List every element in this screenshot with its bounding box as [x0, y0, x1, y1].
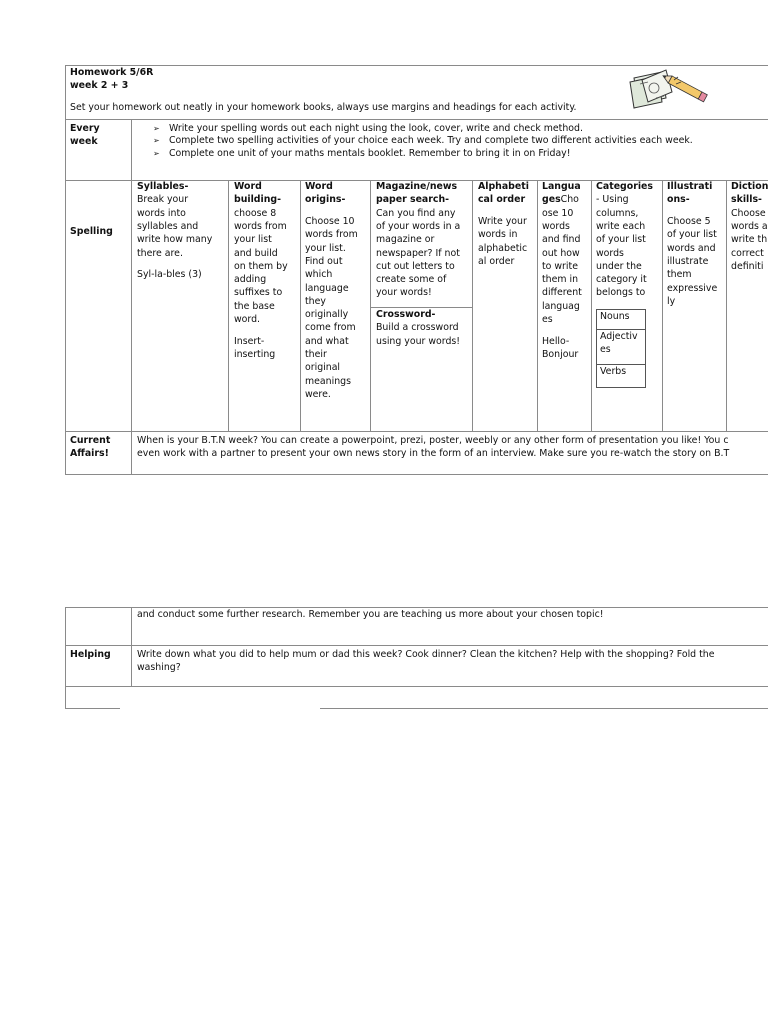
activity-title: Word: [234, 181, 262, 192]
activity-text: columns,: [596, 207, 639, 219]
every-week-label: Every: [70, 123, 100, 134]
activity-text: expressive: [667, 282, 718, 294]
activity-text: words a: [731, 220, 768, 232]
activity-text: words from: [234, 220, 287, 232]
activity-text: syllables and: [137, 220, 199, 232]
activity-text: newspaper? If not: [376, 247, 460, 259]
every-week-label: week: [70, 136, 98, 147]
activity-text: create some of: [376, 274, 447, 286]
row-divider: [65, 686, 768, 687]
activity-text: write each: [596, 220, 646, 232]
list-item-text: Complete two spelling activities of your choice each week. Try and complete two different activities each week.: [169, 135, 693, 147]
activity-text: and find: [542, 234, 581, 246]
activity-text: ly: [667, 295, 676, 307]
category-label: Adjectiv: [600, 331, 638, 342]
row-divider: [65, 645, 768, 646]
current-affairs-label: Current: [70, 435, 111, 446]
activity-text: were.: [305, 388, 331, 400]
activity-title: Categories: [596, 181, 653, 192]
activity-example: Syl-la-bles (3): [137, 269, 202, 280]
paragraph-line: Write down what you did to help mum or dad this week? Cook dinner? Clean the kitchen? Help with the shopping? Fold the: [137, 649, 715, 660]
activity-text: suffixes to: [234, 287, 283, 299]
activity-text: Write your: [478, 216, 527, 227]
activity-text: adding: [234, 274, 267, 286]
activity-title: origins-: [305, 194, 346, 206]
activity-text: originally: [305, 309, 349, 321]
activity-text: words in: [478, 229, 518, 241]
activity-text: definiti: [731, 260, 764, 272]
activity-text: alphabetic: [478, 242, 528, 254]
activity-text: Choose 5: [667, 216, 711, 227]
activity-text: magazine or: [376, 234, 435, 246]
every-week-list: [153, 123, 693, 160]
money-and-pencil-icon: [626, 68, 718, 110]
category-box-nouns: [596, 309, 646, 330]
activity-example: inserting: [234, 349, 276, 361]
activity-text: there are.: [137, 247, 183, 259]
list-item-text: Write your spelling words out each night using the look, cover, write and check method.: [169, 123, 583, 134]
paragraph-line: When is your B.T.N week? You can create a powerpoint, prezi, poster, weebly or any other form of presentation you like! You c: [137, 435, 729, 446]
category-label: Verbs: [600, 366, 627, 377]
activity-text: category it: [596, 274, 647, 286]
homework-instruction: Set your homework out neatly in your homework books, always use margins and headings for each activity.: [70, 102, 577, 113]
activity-text: - Using: [596, 194, 629, 206]
column-divider: [370, 180, 371, 431]
dictionary-activity: [731, 180, 768, 430]
activity-example: Bonjour: [542, 349, 579, 361]
row-divider: [65, 119, 768, 120]
activity-text: choose 8: [234, 207, 277, 219]
activity-text: under the: [596, 260, 642, 272]
activity-title: cal order: [478, 194, 526, 206]
helping-text: [137, 648, 768, 684]
activity-text: words and: [667, 242, 716, 254]
column-divider: [662, 180, 663, 431]
table-bottom-border: [65, 474, 768, 475]
activity-text: Choose: [731, 207, 766, 219]
activity-title: Magazine/news: [376, 181, 458, 192]
activity-text: Find out: [305, 255, 343, 267]
column-divider: [591, 180, 592, 431]
table-bottom-border: [65, 708, 120, 709]
label-column-divider: [131, 119, 132, 475]
activity-title: Crossword-: [376, 309, 436, 320]
current-affairs-label: Affairs!: [70, 448, 109, 459]
activity-text: the base: [234, 300, 275, 312]
activity-text: word.: [234, 314, 261, 325]
current-affairs-text: [137, 434, 768, 474]
activity-text: words: [542, 220, 570, 232]
table-left-border: [65, 65, 66, 475]
activity-text: of your words in a: [376, 220, 461, 232]
homework-title: Homework 5/6R: [70, 67, 154, 78]
activity-text: of your list: [667, 229, 717, 241]
activity-example: Insert-: [234, 336, 265, 347]
activity-text: languag: [542, 300, 580, 312]
activity-text: al order: [478, 255, 515, 267]
column-divider: [472, 180, 473, 431]
activity-text: Can you find any: [376, 207, 456, 219]
column-divider: [537, 180, 538, 431]
category-box-verbs: [596, 364, 646, 388]
list-item: [153, 148, 693, 160]
current-affairs-continued: and conduct some further research. Remember you are teaching us more about your chosen topic!: [137, 609, 604, 620]
activity-text: and build: [234, 247, 278, 259]
spelling-label: Spelling: [70, 226, 113, 237]
activity-title: paper search-: [376, 194, 450, 206]
activity-title: building-: [234, 194, 282, 206]
activity-text: illustrate: [667, 255, 709, 267]
paragraph-line: washing?: [137, 662, 181, 674]
activity-text: Choose 10: [305, 216, 355, 227]
activity-text: language: [305, 282, 349, 294]
activity-text: es: [542, 314, 553, 325]
activity-text: their: [305, 349, 327, 360]
activity-title: Syllables-: [137, 181, 189, 192]
row-divider: [65, 431, 768, 432]
activity-text: belongs to: [596, 287, 646, 299]
activity-text: correct: [731, 247, 764, 259]
list-item: [153, 123, 693, 135]
activity-example: Hello-: [542, 336, 570, 347]
category-label: es: [600, 344, 611, 356]
activity-text: they: [305, 295, 326, 307]
label-column-divider: [131, 607, 132, 686]
activity-title: Diction: [731, 181, 768, 192]
category-label: Nouns: [600, 311, 630, 322]
activity-text: cut out letters to: [376, 260, 455, 272]
activity-text: of your list: [596, 234, 646, 246]
activity-title: skills-: [731, 194, 762, 206]
activity-text: different: [542, 287, 582, 299]
activity-text: them in: [542, 274, 579, 286]
activity-text: them: [667, 269, 692, 281]
category-box-adjectives: [596, 329, 646, 365]
activity-text: on them by: [234, 260, 288, 272]
activity-title: Illustrati: [667, 181, 713, 192]
activity-text: words: [596, 247, 624, 259]
activity-text: meanings: [305, 375, 351, 387]
activity-text: using your words!: [376, 335, 461, 347]
paragraph-line: even work with a partner to present your own news story in the form of an interview. Make sure you re-watch the story on B.T: [137, 448, 730, 460]
activity-text: which: [305, 269, 333, 281]
activity-text: Break your: [137, 194, 189, 206]
activity-title: Word: [305, 181, 333, 192]
helping-label: Helping: [70, 649, 111, 660]
activity-text: Build a crossword: [376, 322, 459, 334]
column-divider: [300, 180, 301, 431]
activity-text: out how: [542, 247, 580, 259]
activity-text: words into: [137, 207, 186, 219]
activity-title: Alphabeti: [478, 181, 529, 192]
table-bottom-border: [320, 708, 768, 709]
activity-text: write how many: [137, 234, 213, 246]
activity-text: your list: [234, 234, 272, 246]
activity-text: ose 10: [542, 207, 574, 219]
activity-title: ons-: [667, 194, 690, 206]
activity-text: your list.: [305, 242, 346, 254]
activity-text: your words!: [376, 287, 432, 299]
table-top-border: [65, 65, 768, 66]
table-left-border: [65, 607, 66, 708]
activity-text: come from: [305, 322, 356, 334]
column-divider: [726, 180, 727, 431]
activity-text: original: [305, 362, 341, 374]
activity-text: write th: [731, 234, 768, 246]
activity-title: Langua: [542, 181, 581, 192]
activity-text: gesCho: [542, 194, 579, 206]
list-item-text: Complete one unit of your maths mentals booklet. Remember to bring it in on Friday!: [169, 147, 571, 159]
column-divider: [228, 180, 229, 431]
activity-text: to write: [542, 260, 578, 272]
list-item: [153, 135, 693, 147]
activity-text: words from: [305, 229, 358, 241]
activity-text: and what: [305, 335, 349, 347]
homework-weeks: week 2 + 3: [70, 80, 129, 91]
